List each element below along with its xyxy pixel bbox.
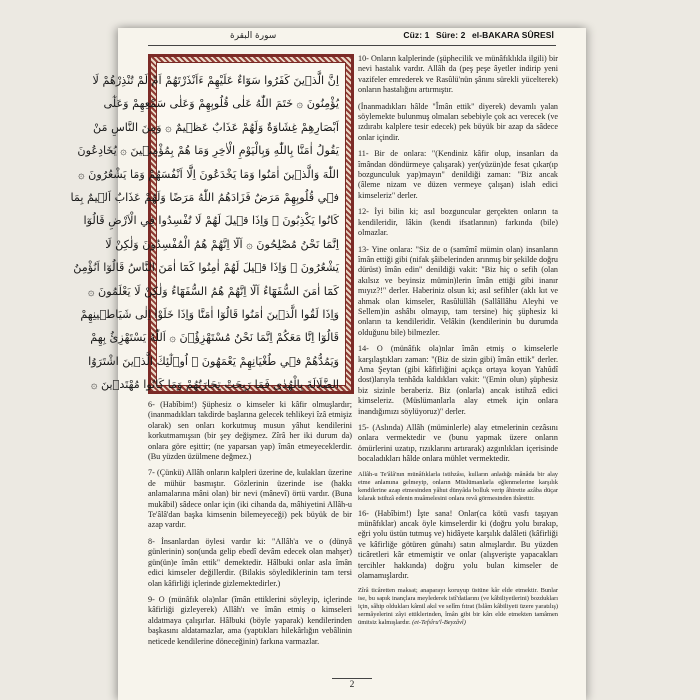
verse-10: 10- Onların kalplerinde (şüphecilik ve münâfıklıkla ilgili) bir nevi hastalık vardır. Allâh da (peş peşe âyetler indirip yeni vazifeler emrederek ve Rasûlü'nün şânını sürekli yücelterek) onların hastalığını artırmıştır. (358, 54, 558, 95)
translation-left-column (148, 400, 352, 653)
arabic-line: اِنَّ الَّذ۪ينَ كَفَرُوا سَوَٓاءٌ عَلَيْهِمْ ءَاَنْذَرْتَهُمْ اَمْ لَمْ تُنْذِرْهُمْ لَا (92, 74, 339, 87)
arabic-line: كَانُوا يَكْذِبُونَ ۞ وَاِذَا ق۪يلَ لَهُمْ لَا تُفْسِدُوا فِي الْاَرْضِ قَالُوٓا (83, 214, 339, 228)
arabic-line: ف۪ي قُلُوبِهِمْ مَرَضٌ فَزَادَهُمُ اللّٰهُ مَرَضًا وَلَهُمْ عَذَابٌ اَل۪يمٌ بِمَا (70, 191, 339, 205)
page (70, 28, 586, 700)
verse-12: 12- İyi bilin ki; asıl bozguncular gerçekten onların ta kendileridir, lâkin (kendi ifsatlarının) farkında (bile) olmazlar. (358, 207, 558, 238)
arabic-line: قَالُوٓا اِنَّا مَعَكُمْ اِنَّمَا نَحْنُ مُسْتَهْزِؤُ۫نَ ۞ اَللّٰهُ يَسْتَهْزِئُ بِهِمْ (90, 331, 339, 345)
page-number: 2 (349, 680, 355, 690)
surah-name-arabic: سورة البقرة (230, 31, 277, 41)
juz-label: Cüz: 1 (403, 30, 430, 40)
page-number-rule (332, 678, 372, 679)
verse-14: 14- O (münâfık ola)nlar îmân etmiş o kimselerle karşılaştıkları zaman: "(Biz de sizin gibi) îmân ettik" derler. Ama Şeytan (gibi kâfirliğini açıkça ortaya koyan Yahûdî dost)larıyla tenhâda kaldıkları vakit: "(Emin olun) şüphesiz biz sizinle beraberiz. Biz (onlarla) ancak istihzâ edici kimseleriz. (Müslümanlarla alay etmek için onlara inandığımızı söylüyoruz)" derler. (358, 344, 558, 416)
arabic-line: اللّٰهَ وَالَّذ۪ينَ اٰمَنُوا وَمَا يَخْدَعُونَ اِلَّٓا اَنْفُسَهُمْ وَمَا يَشْعُرُونَ ۞ (78, 167, 339, 181)
arabic-line: الضَّلَالَةَ بِالْهُدٰى فَمَا رَبِحَتْ تِجَارَتُهُمْ وَمَا كَانُوا مُهْتَد۪ينَ ۞ (90, 378, 339, 392)
arabic-text-frame (70, 54, 354, 394)
arabic-line: اَبْصَارِهِمْ غِشَاوَةٌ وَلَهُمْ عَذَابٌ عَظ۪يمٌ ۞ وَمِنَ النَّاسِ مَنْ (93, 120, 339, 134)
arabic-text (70, 62, 346, 392)
footnote-16-text: Zîrâ ticâretten maksat; anaparayı koruyup üstüne kâr elde etmektir. Bunlar ise, bu sapık inançlara meylederek istî'datlarını (ve kâbiliyetlerini) bozdukları için, sâhip oldukları kâmil akıl ve selîm fıtrat (İslâm kâbiliyeti üzere yaratılış) sermâyelerini zâyi ettiklerinden, îmân gibi bir kârı elde etmekten tamâmen ümitsiz kalmışlardır. (358, 587, 558, 627)
verse-6: 6- (Habîbim!) Şüphesiz o kimseler ki kâfir olmuşlardır; (inanmadıkları takdirde başlarına gelecek tehlikeyi îzâ etmişiz olarak) sen onları korkutmuş musun yâhut kendilerini korkutmamışsın (bir şey değişmez. Zîrâ her iki durum da) onlara göre eşittir; (ne yaparsan yap) îmân etmeyeceklerdir. (Bu yüzden üzülmene değmez.) (148, 400, 352, 462)
verse-10-continued: (İnanmadıkları hâlde "Îmân ettik" diyerek) devamlı yalan söylemekte bulunmuş olmaları sebebiyle çok acı verecek (ve ızdırabı kalplere tesir edecek) pek büyük bir azap da sâdece onlar içindir. (358, 101, 558, 142)
verse-9: 9- O (münâfık ola)nlar (îmân ettiklerini söyleyip, içlerinde kâfirliği gizleyerek) Allâh'ı ve îmân etmiş o kimseleri aldatmaya çalışırlar. Hâlbuki (böyle yaparak) kendilerinden başkasını aldatamazlar, ama (yaptıkları hilekârlığın vebâlinin neticede kendilerine döneceğinin) farkına varmazlar. (148, 594, 352, 646)
header-rule (148, 45, 556, 46)
footnote-16 (358, 587, 558, 627)
translation-right-column (358, 54, 558, 633)
arabic-line: يُؤْمِنُونَ ۞ خَتَمَ اللّٰهُ عَلٰى قُلُوبِهِمْ وَعَلٰى سَمْعِهِمْ وَعَلٰٓى (103, 97, 339, 111)
arabic-line: اِنَّمَا نَحْنُ مُصْلِحُونَ ۞ اَلَٓا اِنَّهُمْ هُمُ الْمُفْسِدُونَ وَلٰكِنْ لَا (105, 237, 339, 251)
verse-11: 11- Bir de onlara: "(Kendiniz kâfir olup, insanları da îmândan döndürmeye çalışarak) yer(yüzün)de fesat çıkar(ıp bozgunculuk yap)mayın" denildiği zaman: "Biz ancak (âleme nizam ve düzen vermeye çalışan) islah edici kimseleriz" derler. (358, 149, 558, 200)
footnote-15: Allâh-u Te'âlâ'nın münâfıklarla istihzâsı, kulların anladığı mânâda bir alay etme anlamına gelmeyip, onların Müslümanlarla eğlenmelerine karşılık kendilerine azap etmesinden yâhut dünyâda bolluk verip âhirette azâba düçar kılarak istihzâ edenin muâmelesini onlara revâ görmesinden ibârettir. (358, 470, 558, 502)
arabic-line: وَيَمُدُّهُمْ ف۪ي طُغْيَانِهِمْ يَعْمَهُونَ ۞ اُو۬لٰٓئِكَ الَّذ۪ينَ اشْتَرَوُا (88, 354, 339, 368)
verse-7: 7- (Çünkü) Allâh onların kalpleri üzerine de, kulakları üzerine de mühür basmıştır. Gözlerinin üzerinde ise (hakkı anlamalarına mâni olan) bir nevi (mânevî) örtü vardır. (Buna mukâbil) sâdece onlar için (iki cihanda da, mâhiyetini Allâh-u Te'âlâ'dan başka kimsenin bilemeyeceği) pek büyük de bir azap vardır. (148, 468, 352, 530)
verse-15: 15- (Aslında) Allâh (müminlerle) alay etmelerinin cezâsını onlara vermektedir ve (bunu yapmak üzere onların ömürlerini uzatıp, rızıklarını artırarak) azgınlıkları içerisinde bocaladıkları hâlde onlara mühlet vermektedir. (358, 423, 558, 464)
arabic-line: كَمَٓا اٰمَنَ السُّفَهَٓاءُ اَلَٓا اِنَّهُمْ هُمُ السُّفَهَٓاءُ وَلٰكِنْ لَا يَعْلَمُونَ ۞ (87, 284, 339, 298)
arabic-line: يَقُولُ اٰمَنَّا بِاللّٰهِ وَبِالْيَوْمِ الْاٰخِرِ وَمَا هُمْ بِمُؤْمِن۪ينَ ۞ يُخَادِعُونَ (77, 144, 339, 158)
arabic-line: وَاِذَا لَقُوا الَّذ۪ينَ اٰمَنُوا قَالُوٓا اٰمَنَّا وَاِذَا خَلَوْا اِلٰى شَيَاط۪ينِهِمْ (80, 308, 339, 322)
verse-13: 13- Yine onlara: "Siz de o (samîmî mümin olan) insanların îmân ettiği gibi (nifak şâibelerinden arınmış bir şekilde doğru dürüst) îmân edin" denildiği vakit: "Biz hiç o sefih (olan akılsız ve beyinsiz mümin)lerin îmân ettiği gibi inanır mıyız?!" derler. Haberiniz olsun ki; asıl sefihler (aklı kıt ve ahmak olan kimseler, Rasûlüllâh (Sallâllâhu Aleyhi ve Sellem)in ashâbı olmayıp, tam tersine) hiç şüphesiz ki onların ta kendileridir. Velâkin (kendilerinin bu durumda olduğunu bile) bilmezler. (358, 244, 558, 337)
arabic-line: يَشْعُرُونَ ۞ وَاِذَا ق۪يلَ لَهُمْ اٰمِنُوا كَمَٓا اٰمَنَ النَّاسُ قَالُوٓا اَنُؤْمِنُ (73, 261, 339, 275)
footnote-16-ref: (et-Tefsîru'l-Beyzâvî) (412, 619, 466, 627)
sure-label: Süre: 2 (435, 30, 466, 40)
verse-16: 16- (Habîbim!) İşte sana! Onlar(ca kötü vasfı taşıyan münâfıklar) ancak öyle kimselerdir ki (doğru yolu bırakıp, eğri yolu üstün tutmuş ve) hidâyete karşılık dalâleti (kâfirliği ve kâfirliğe götüren günahı) satın almışlardır. Bu yüzden ticâretleri kâr etmemiştir ve onlar (alışverişte yapacakları tercihler hakkında) doğru yolu bulan kimseler de olamamışlardır. (358, 508, 558, 581)
page-header (399, 30, 554, 40)
surah-title: el-BAKARA SÛRESİ (471, 30, 554, 40)
verse-8: 8- İnsanlardan öylesi vardır ki: "Allâh'a ve o (dünyâ günlerinin) son(unda gelip ebedî devâm edecek olan mahşer) gün(ün)e îmân ettik" demektedir. Hâlbuki onlar asla îmân edici kimseler değillerdir. (Bilakis söylediklerinin tam tersi olan kâfirliği içlerinde gizlemektedirler.) (148, 536, 352, 588)
